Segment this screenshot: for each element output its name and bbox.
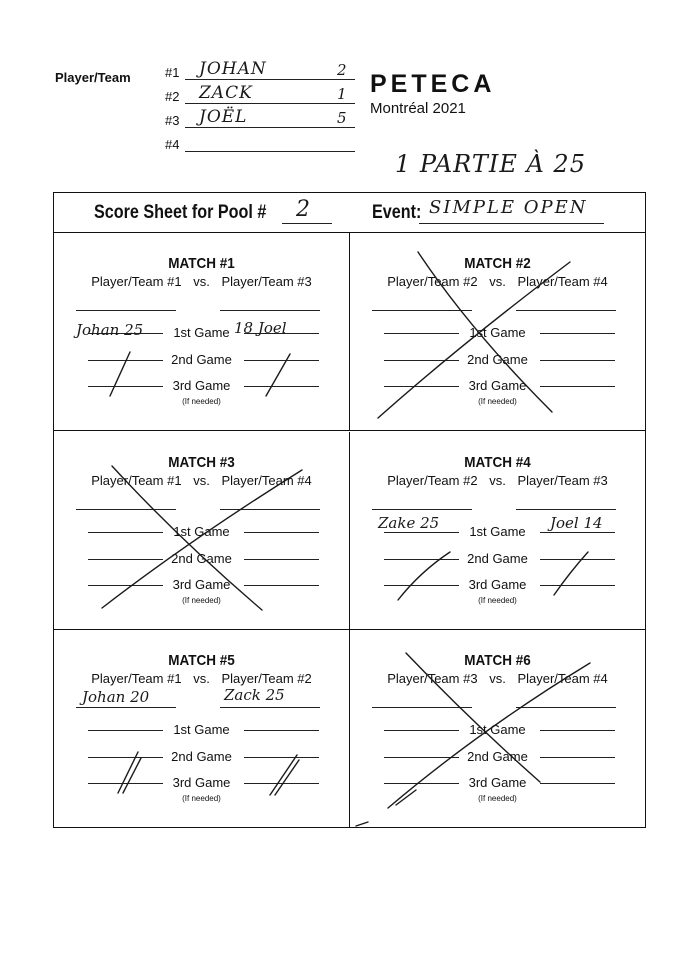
match-players bbox=[350, 473, 645, 488]
game-2-label: 2nd Game bbox=[467, 352, 528, 367]
player-right: Player/Team #3 bbox=[517, 473, 608, 488]
name-line bbox=[76, 509, 176, 510]
match-title: MATCH #1 bbox=[168, 255, 235, 272]
score-left: Johan 20 bbox=[82, 688, 150, 706]
pool-number: 2 bbox=[296, 197, 310, 222]
player-right: Player/Team #2 bbox=[221, 671, 312, 686]
roster-name: JOHAN bbox=[199, 59, 267, 79]
player-left: Player/Team #1 bbox=[91, 671, 182, 686]
name-line bbox=[516, 707, 616, 708]
game-3-label: 3rd Game bbox=[468, 577, 527, 592]
player-left: Player/Team #2 bbox=[387, 274, 478, 289]
if-needed-note: (If needed) bbox=[182, 794, 221, 803]
player-right: Player/Team #4 bbox=[517, 274, 608, 289]
match-players bbox=[350, 274, 645, 289]
event-value: SIMPLE OPEN bbox=[429, 197, 588, 218]
match-card-1 bbox=[54, 233, 350, 431]
match-card-4 bbox=[350, 432, 645, 630]
roster-row-1 bbox=[165, 59, 355, 82]
name-line bbox=[372, 310, 472, 311]
vs-label: vs. bbox=[489, 671, 506, 686]
brand-logo: PETECA bbox=[370, 70, 496, 98]
player-right: Player/Team #4 bbox=[221, 473, 312, 488]
roster-rank: 5 bbox=[337, 109, 347, 127]
player-right: Player/Team #3 bbox=[221, 274, 312, 289]
name-line bbox=[76, 707, 176, 708]
roster-row-3 bbox=[165, 107, 355, 130]
game-3-label: 3rd Game bbox=[468, 775, 527, 790]
player-left: Player/Team #1 bbox=[91, 473, 182, 488]
if-needed-note: (If needed) bbox=[182, 397, 221, 406]
match-title: MATCH #2 bbox=[464, 255, 531, 272]
game-1-label: 1st Game bbox=[173, 722, 230, 737]
roster-line bbox=[185, 151, 355, 152]
if-needed-note: (If needed) bbox=[478, 794, 517, 803]
game-2-label: 2nd Game bbox=[171, 749, 232, 764]
player-left: Player/Team #1 bbox=[91, 274, 182, 289]
roster-line bbox=[185, 79, 355, 80]
sheet-header bbox=[54, 193, 645, 233]
match-card-6 bbox=[350, 630, 645, 827]
match-players bbox=[350, 671, 645, 686]
name-line bbox=[220, 707, 320, 708]
match-title: MATCH #6 bbox=[464, 652, 531, 669]
name-line bbox=[220, 509, 320, 510]
roster-number: #3 bbox=[165, 113, 180, 128]
player-left: Player/Team #2 bbox=[387, 473, 478, 488]
vs-label: vs. bbox=[193, 473, 210, 488]
roster-name: JOËL bbox=[199, 107, 248, 127]
brand-subtitle: Montréal 2021 bbox=[370, 100, 466, 117]
game-3-label: 3rd Game bbox=[468, 378, 527, 393]
roster-row-4 bbox=[165, 134, 355, 154]
game-2-label: 2nd Game bbox=[467, 551, 528, 566]
score-sheet bbox=[53, 192, 646, 828]
match-title: MATCH #4 bbox=[464, 454, 531, 471]
event-label: Event: bbox=[372, 202, 422, 223]
name-line bbox=[372, 707, 472, 708]
player-left: Player/Team #3 bbox=[387, 671, 478, 686]
game-3-label: 3rd Game bbox=[172, 577, 231, 592]
game-1-label: 1st Game bbox=[173, 524, 230, 539]
score-left: Zake 25 bbox=[378, 514, 440, 532]
score-right: Joel 14 bbox=[550, 514, 603, 532]
match-players bbox=[54, 473, 349, 488]
game-3-label: 3rd Game bbox=[172, 775, 231, 790]
match-players bbox=[54, 274, 349, 289]
game-1-label: 1st Game bbox=[469, 524, 526, 539]
name-line bbox=[372, 509, 472, 510]
match-card-2 bbox=[350, 233, 645, 431]
game-3-label: 3rd Game bbox=[172, 378, 231, 393]
game-2-label: 2nd Game bbox=[467, 749, 528, 764]
if-needed-note: (If needed) bbox=[182, 596, 221, 605]
vs-label: vs. bbox=[489, 274, 506, 289]
roster-rank: 2 bbox=[337, 61, 347, 79]
roster-line bbox=[185, 127, 355, 128]
roster-name: ZACK bbox=[199, 83, 253, 103]
event-line bbox=[419, 223, 604, 224]
match-card-5 bbox=[54, 630, 350, 827]
brand-block bbox=[370, 70, 495, 117]
game-1-label: 1st Game bbox=[173, 325, 230, 340]
name-line bbox=[516, 509, 616, 510]
roster-line bbox=[185, 103, 355, 104]
roster-number: #4 bbox=[165, 137, 180, 152]
game-1-label: 1st Game bbox=[469, 325, 526, 340]
game-2-label: 2nd Game bbox=[171, 352, 232, 367]
roster-number: #1 bbox=[165, 65, 180, 80]
name-line bbox=[220, 310, 320, 311]
match-title: MATCH #3 bbox=[168, 454, 235, 471]
match-players bbox=[54, 671, 349, 686]
score-right: Zack 25 bbox=[224, 686, 285, 704]
roster-rank: 1 bbox=[337, 85, 347, 103]
match-title: MATCH #5 bbox=[168, 652, 235, 669]
if-needed-note: (If needed) bbox=[478, 596, 517, 605]
game-2-label: 2nd Game bbox=[171, 551, 232, 566]
roster-row-2 bbox=[165, 83, 355, 106]
game-1-label: 1st Game bbox=[469, 722, 526, 737]
roster-label: Player/Team bbox=[55, 70, 131, 85]
handwritten-note: 1 PARTIE À 25 bbox=[395, 150, 586, 178]
if-needed-note: (If needed) bbox=[478, 397, 517, 406]
vs-label: vs. bbox=[489, 473, 506, 488]
match-card-3 bbox=[54, 432, 350, 630]
vs-label: vs. bbox=[193, 671, 210, 686]
roster-number: #2 bbox=[165, 89, 180, 104]
player-right: Player/Team #4 bbox=[517, 671, 608, 686]
name-line bbox=[76, 310, 176, 311]
score-right: 18 Joel bbox=[234, 319, 287, 337]
score-left: Johan 25 bbox=[76, 321, 144, 339]
pool-line bbox=[282, 223, 332, 224]
name-line bbox=[516, 310, 616, 311]
sheet-title: Score Sheet for Pool # bbox=[94, 202, 267, 223]
vs-label: vs. bbox=[193, 274, 210, 289]
